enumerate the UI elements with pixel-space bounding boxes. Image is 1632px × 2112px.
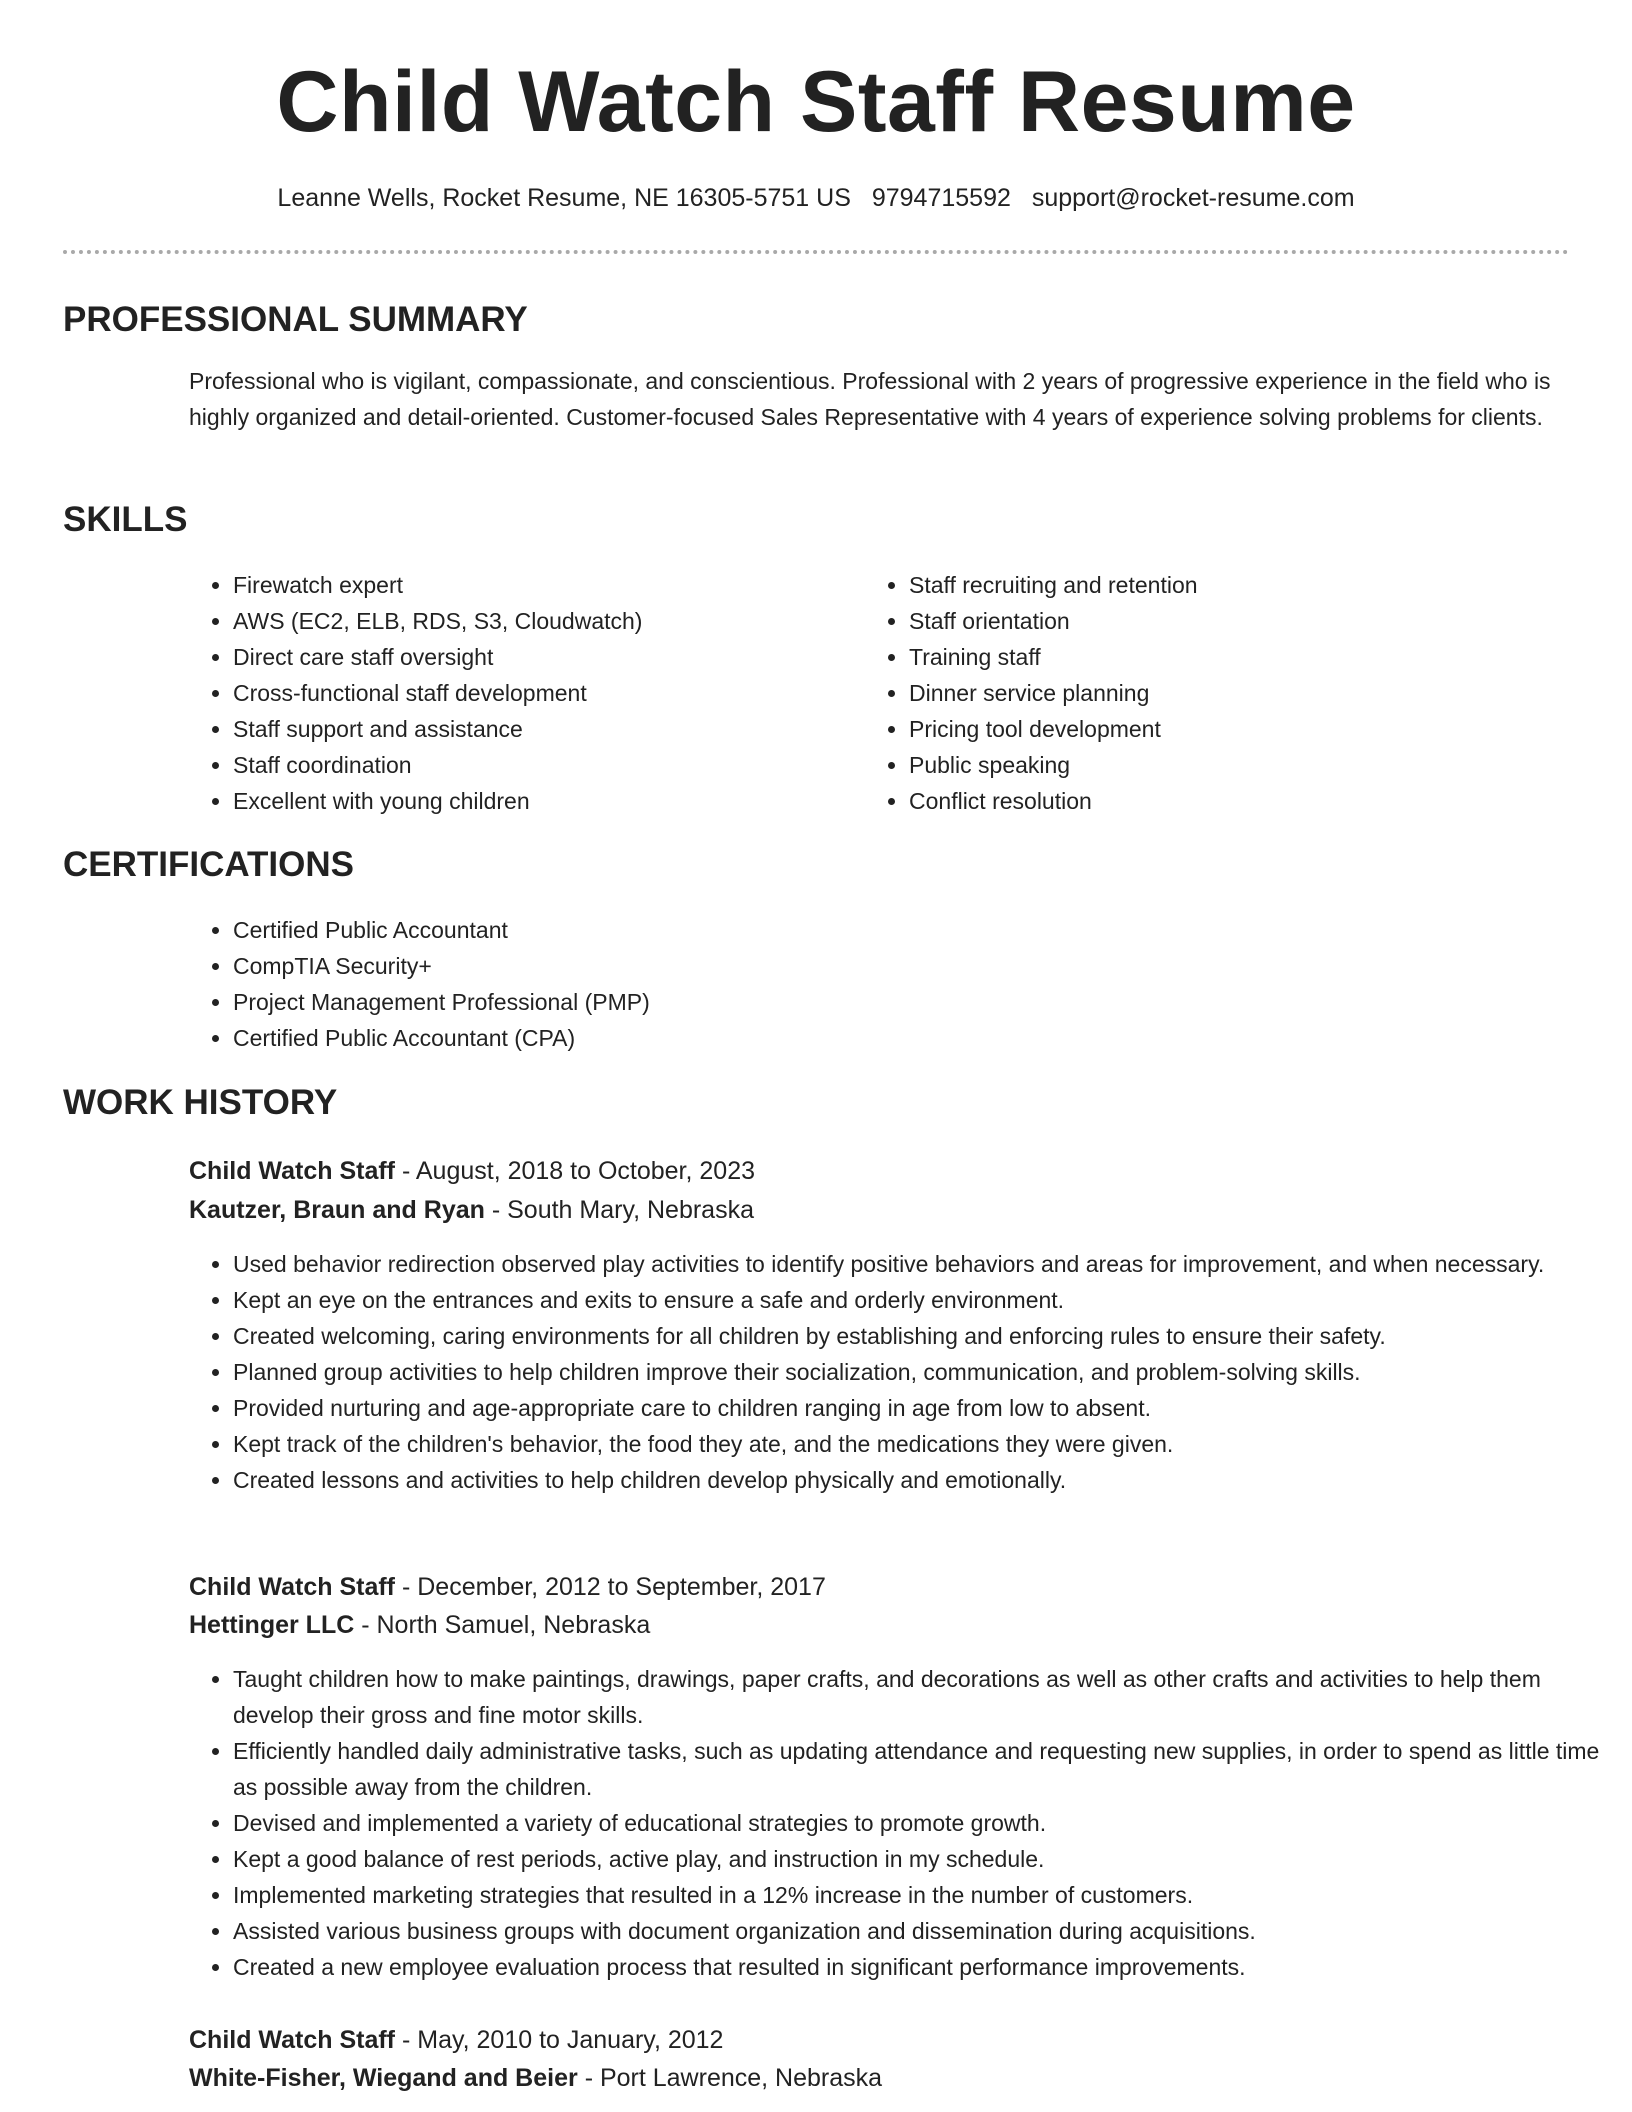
list-item: • Kept track of the children's behavior, the food they ate, and the medications they were given.: [233, 1426, 1613, 1462]
list-item: • CompTIA Security+: [233, 948, 1613, 984]
list-item: • Dinner service planning: [909, 675, 1609, 711]
list-item: • Pricing tool development: [909, 711, 1609, 747]
list-item: • Kept a good balance of rest periods, active play, and instruction in my schedule.: [233, 1841, 1613, 1877]
list-item: • Cross-functional staff development: [233, 675, 853, 711]
certifications-list: [189, 912, 1613, 1056]
job-location: - North Samuel, Nebraska: [361, 1611, 651, 1639]
job-company: Kautzer, Braun and Ryan: [189, 1196, 485, 1224]
list-item: • Taught children how to make paintings, drawings, paper crafts, and decorations as well as other crafts and activities to help them develop their gross and fine motor skills.: [233, 1661, 1613, 1733]
list-item: • Created a new employee evaluation process that resulted in significant performance improvements.: [233, 1949, 1613, 1985]
list-item: • Conflict resolution: [909, 783, 1609, 819]
resume-title: Child Watch Staff Resume: [276, 54, 1356, 150]
summary-text: Professional who is vigilant, compassionate, and conscientious. Professional with 2 years of progressive experience in the field who is highly organized and detail-oriented. Customer-focused Sales Representative with 4 years of experience solving problems for clients.: [189, 368, 1551, 430]
list-item: • Excellent with young children: [233, 783, 853, 819]
list-item: • Used behavior redirection observed play activities to identify positive behaviors and areas for improvement, and when necessary.: [233, 1246, 1613, 1282]
job-dates: - August, 2018 to October, 2023: [401, 1157, 755, 1185]
job-company-line: [189, 1606, 650, 1644]
job-bullets: [189, 1246, 1613, 1498]
job-company-line: [189, 2059, 882, 2097]
list-item: • Created lessons and activities to help children develop physically and emotionally.: [233, 1462, 1613, 1498]
list-item: • Staff coordination: [233, 747, 853, 783]
list-item: • Direct care staff oversight: [233, 639, 853, 675]
list-item: • Public speaking: [909, 747, 1609, 783]
job-bullets: [189, 1661, 1613, 1985]
skills-heading: SKILLS: [63, 500, 188, 539]
job-company: Hettinger LLC: [189, 1611, 355, 1639]
contact-line: [0, 180, 1632, 216]
job-title-line: [189, 2021, 723, 2059]
list-item: • Firewatch expert: [233, 567, 853, 603]
contact-email: support@rocket-resume.com: [1031, 184, 1355, 212]
list-item: • Certified Public Accountant (CPA): [233, 1020, 1613, 1056]
list-item: • Certified Public Accountant: [233, 912, 1613, 948]
job-location: - Port Lawrence, Nebraska: [584, 2064, 883, 2092]
job-location: - South Mary, Nebraska: [491, 1196, 754, 1224]
certifications-heading: CERTIFICATIONS: [63, 845, 355, 884]
job-role: Child Watch Staff: [189, 2026, 396, 2054]
job-title-line: [189, 1152, 755, 1190]
contact-address: Leanne Wells, Rocket Resume, NE 16305-5751 US: [277, 184, 851, 212]
list-item: • AWS (EC2, ELB, RDS, S3, Cloudwatch): [233, 603, 853, 639]
list-item: • Kept an eye on the entrances and exits to ensure a safe and orderly environment.: [233, 1282, 1613, 1318]
list-item: • Project Management Professional (PMP): [233, 984, 1613, 1020]
job-company: White-Fisher, Wiegand and Beier: [189, 2064, 578, 2092]
list-item: • Provided nurturing and age-appropriate care to children ranging in age from low to absent.: [233, 1390, 1613, 1426]
job-company-line: [189, 1191, 754, 1229]
job-role: Child Watch Staff: [189, 1573, 396, 1601]
header-divider: [63, 250, 1569, 254]
job-title-line: [189, 1568, 826, 1606]
list-item: • Efficiently handled daily administrative tasks, such as updating attendance and requesting new supplies, in order to spend as little time as possible away from the children.: [233, 1733, 1613, 1805]
job-role: Child Watch Staff: [189, 1157, 396, 1185]
job-dates: - December, 2012 to September, 2017: [401, 1573, 826, 1601]
list-item: • Assisted various business groups with document organization and dissemination during acquisitions.: [233, 1913, 1613, 1949]
summary-heading: PROFESSIONAL SUMMARY: [63, 300, 528, 339]
list-item: • Staff support and assistance: [233, 711, 853, 747]
list-item: • Staff orientation: [909, 603, 1609, 639]
job-dates: - May, 2010 to January, 2012: [401, 2026, 724, 2054]
skills-list-left: [189, 567, 853, 819]
list-item: • Created welcoming, caring environments for all children by establishing and enforcing rules to ensure their safety.: [233, 1318, 1613, 1354]
skills-list-right: [865, 567, 1609, 819]
work-history-heading: WORK HISTORY: [63, 1083, 338, 1122]
list-item: • Training staff: [909, 639, 1609, 675]
list-item: • Devised and implemented a variety of educational strategies to promote growth.: [233, 1805, 1613, 1841]
list-item: • Staff recruiting and retention: [909, 567, 1609, 603]
list-item: • Implemented marketing strategies that resulted in a 12% increase in the number of customers.: [233, 1877, 1613, 1913]
list-item: • Planned group activities to help children improve their socialization, communication, and problem-solving skills.: [233, 1354, 1613, 1390]
contact-phone: 9794715592: [871, 184, 1011, 212]
